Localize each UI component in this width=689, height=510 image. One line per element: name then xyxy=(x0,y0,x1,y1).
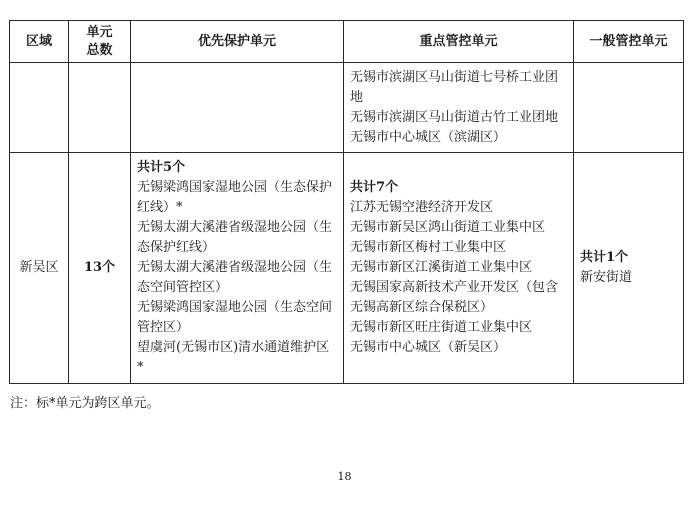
cell-region-xinwu: 新吴区 xyxy=(10,153,69,384)
unit-item: 望虞河(无锡市区)清水通道维护区 * xyxy=(137,340,330,375)
header-region-label: 区域 xyxy=(25,33,52,49)
unit-item: 无锡市新区江溪街道工业集中区 xyxy=(350,260,533,275)
cell-total-xinwu: 13个 xyxy=(69,153,131,384)
footnote: 注：标*单元为跨区单元。 xyxy=(10,396,160,411)
unit-item: 无锡市新吴区鸿山街道工业集中区 xyxy=(350,220,546,235)
unit-item: 无锡市滨湖区马山街道古竹工业团地 xyxy=(350,109,559,125)
header-total-units xyxy=(69,21,131,63)
unit-item: 无锡梁鸿国家湿地公园（生态保护红线）* xyxy=(137,180,333,215)
unit-item: 江苏无锡空港经济开发区 xyxy=(350,200,494,215)
cell-general-control-xinwu xyxy=(574,153,684,384)
unit-item: 无锡市中心城区（新吴区） xyxy=(350,340,507,355)
cell-priority-xinwu xyxy=(131,153,344,384)
control-units-table xyxy=(9,20,684,384)
general-summary: 共计1个 xyxy=(580,250,629,265)
priority-summary: 共计5个 xyxy=(137,160,186,175)
header-region xyxy=(10,21,69,63)
cell-general-empty xyxy=(574,63,684,153)
unit-item: 无锡国家高新技术产业开发区（包含无锡高新区综合保税区） xyxy=(350,280,559,315)
header-total-line1: 单元 xyxy=(86,24,113,40)
page-number: 18 xyxy=(337,470,352,483)
header-priority-protection: 优先保护单元 xyxy=(131,21,344,63)
unit-item: 无锡太湖大溪港省级湿地公园（生态保护红线） xyxy=(137,220,333,255)
unit-item: 无锡市滨湖区马山街道七号桥工业团地 xyxy=(350,69,559,105)
table-header-row xyxy=(10,21,684,63)
cell-region-empty xyxy=(10,63,69,153)
unit-item: 无锡市中心城区（滨湖区） xyxy=(350,129,507,145)
table-row-binhu-continued xyxy=(10,63,684,153)
key-summary: 共计7个 xyxy=(350,180,399,195)
header-key-control: 重点管控单元 xyxy=(344,21,574,63)
cell-priority-empty xyxy=(131,63,344,153)
table-row-xinwu xyxy=(10,153,684,384)
unit-item: 新安街道 xyxy=(580,270,633,285)
cell-key-control-binhu xyxy=(344,63,574,153)
unit-item: 无锡市新区旺庄街道工业集中区 xyxy=(350,320,533,335)
cell-total-empty xyxy=(69,63,131,153)
header-total-line2: 总数 xyxy=(86,42,113,58)
unit-item: 无锡市新区梅村工业集中区 xyxy=(350,240,507,255)
unit-item: 无锡梁鸿国家湿地公园（生态空间管控区） xyxy=(137,300,333,335)
cell-key-control-xinwu xyxy=(344,153,574,384)
header-general-control: 一般管控单元 xyxy=(574,21,684,63)
unit-item: 无锡太湖大溪港省级湿地公园（生态空间管控区） xyxy=(137,260,333,295)
